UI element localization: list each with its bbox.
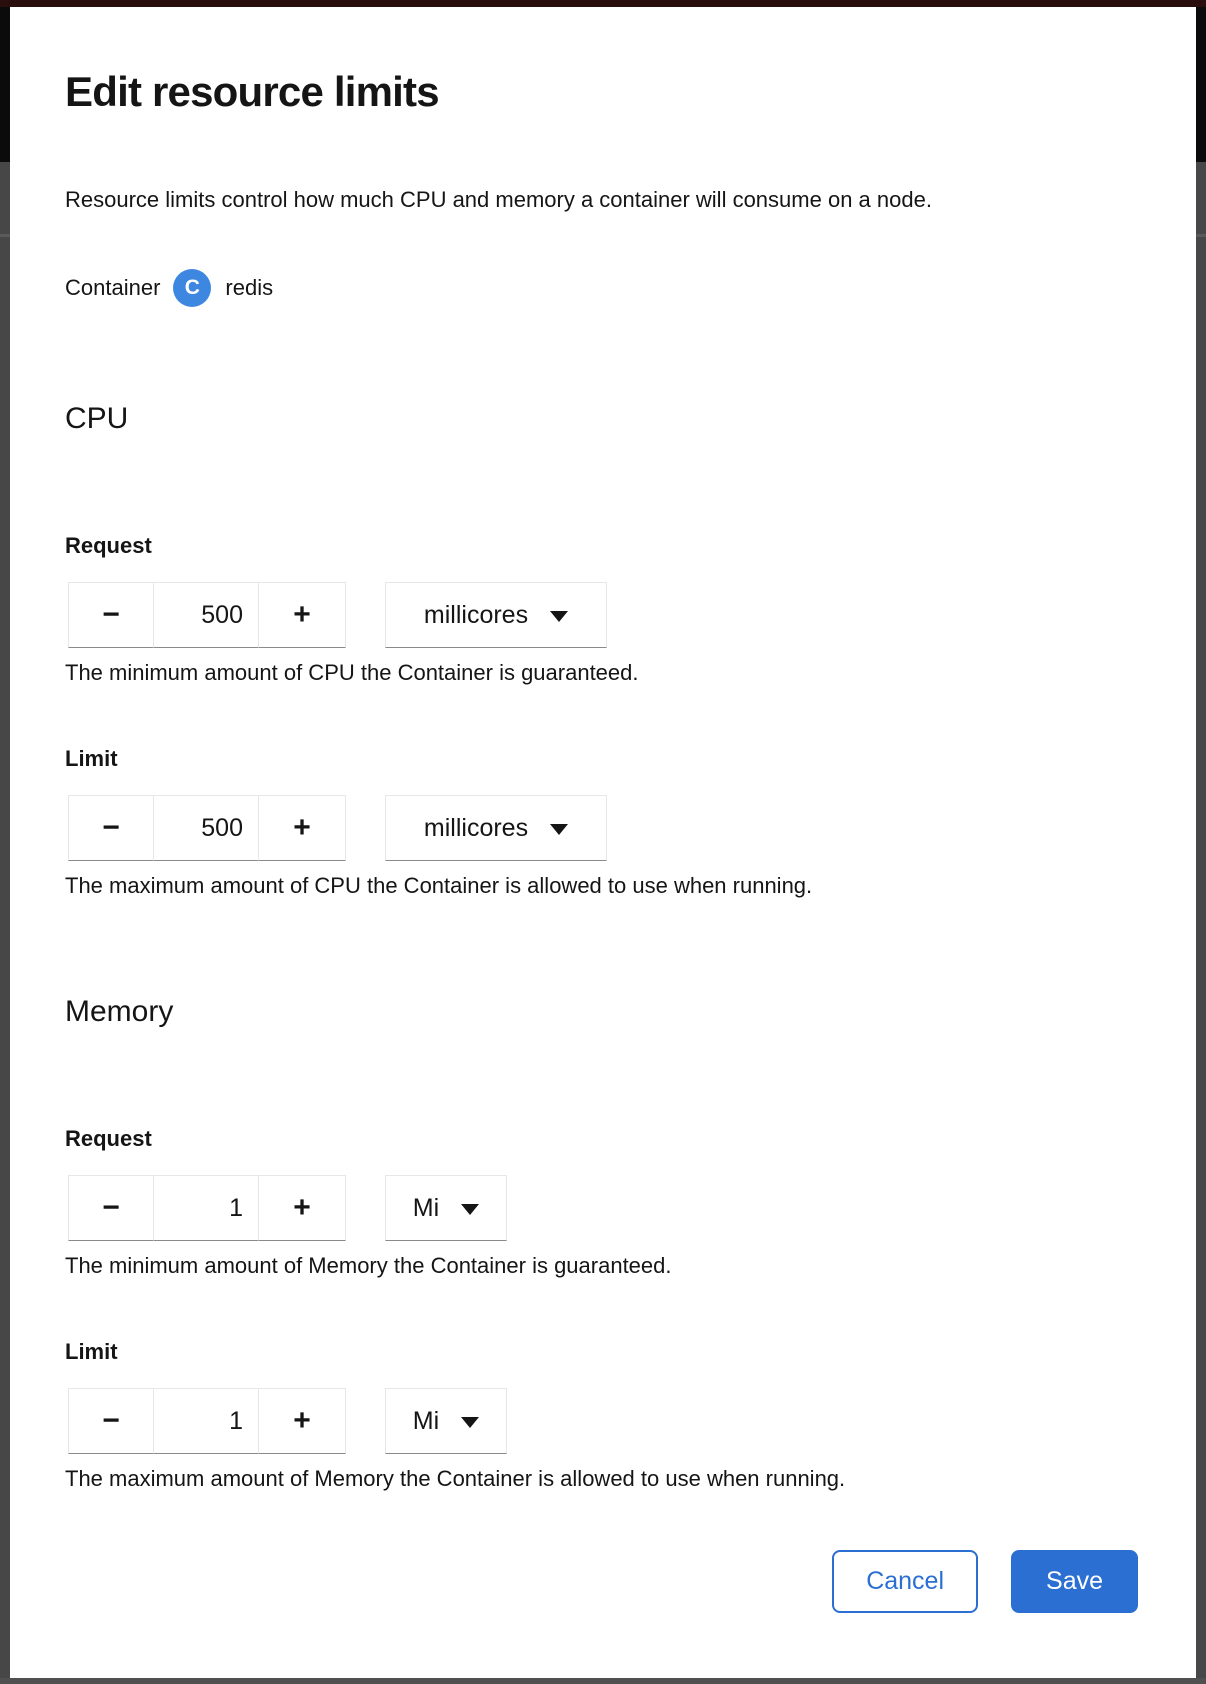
- plus-icon: +: [293, 1191, 311, 1224]
- memory-limit-unit-value: Mi: [412, 1406, 440, 1435]
- minus-icon: −: [102, 598, 120, 631]
- section-heading-cpu: CPU: [65, 402, 129, 435]
- container-badge-icon: [173, 269, 211, 307]
- caret-down-icon: [550, 611, 568, 622]
- caret-down-icon: [550, 824, 568, 835]
- memory-request-number-input-group: [68, 1175, 346, 1241]
- section-heading-memory: Memory: [65, 995, 174, 1028]
- dimmed-page-left-edge: [0, 0, 10, 1684]
- plus-icon: +: [293, 1404, 311, 1437]
- memory-request-label: Request: [65, 1126, 152, 1151]
- memory-request-value-input[interactable]: [153, 1175, 259, 1241]
- cpu-limit-helper-text: The maximum amount of CPU the Container is allowed to use when running.: [65, 873, 813, 898]
- sidebar-divider: [0, 234, 10, 237]
- minus-icon: −: [102, 1191, 120, 1224]
- cpu-request-row: [65, 582, 1138, 648]
- cpu-request-unit-value: millicores: [423, 600, 529, 629]
- minus-icon: −: [102, 811, 120, 844]
- cpu-limit-unit-value: millicores: [423, 813, 529, 842]
- memory-limit-number-input-group: [68, 1388, 346, 1454]
- modal-description: Resource limits control how much CPU and memory a container will consume on a node.: [65, 187, 932, 212]
- dimmed-page-top-right: [1196, 0, 1206, 162]
- memory-limit-field: [65, 1338, 1138, 1494]
- cpu-limit-increment-button[interactable]: [258, 795, 346, 861]
- cpu-request-helper-text: The minimum amount of CPU the Container is guaranteed.: [65, 660, 639, 685]
- memory-limit-value-input[interactable]: [153, 1388, 259, 1454]
- cpu-limit-label: Limit: [65, 746, 118, 771]
- cancel-button[interactable]: Cancel: [832, 1550, 978, 1613]
- cpu-limit-field: [65, 745, 1138, 901]
- memory-request-unit-value: Mi: [412, 1193, 440, 1222]
- cpu-limit-number-input-group: [68, 795, 346, 861]
- plus-icon: +: [293, 598, 311, 631]
- container-name: redis: [225, 275, 274, 300]
- container-badge-letter: C: [184, 276, 200, 299]
- page-divider: [1196, 234, 1206, 237]
- memory-request-row: [65, 1175, 1138, 1241]
- cpu-request-label: Request: [65, 533, 152, 558]
- cpu-request-increment-button[interactable]: [258, 582, 346, 648]
- cpu-request-decrement-button[interactable]: [68, 582, 154, 648]
- memory-request-helper-text: The minimum amount of Memory the Container is guaranteed.: [65, 1253, 672, 1278]
- dimmed-page-bottom-edge: [0, 1678, 1206, 1684]
- dimmed-page-right-edge: [1196, 0, 1206, 1684]
- cpu-limit-unit-select[interactable]: [385, 795, 607, 861]
- plus-icon: +: [293, 811, 311, 844]
- container-row: [65, 268, 1138, 308]
- minus-icon: −: [102, 1404, 120, 1437]
- memory-limit-increment-button[interactable]: [258, 1388, 346, 1454]
- memory-request-unit-select[interactable]: [385, 1175, 507, 1241]
- cpu-request-number-input-group: [68, 582, 346, 648]
- memory-limit-row: [65, 1388, 1138, 1454]
- modal-footer: [65, 1550, 1138, 1613]
- caret-down-icon: [461, 1204, 479, 1215]
- memory-limit-label: Limit: [65, 1339, 118, 1364]
- memory-request-field: [65, 1125, 1138, 1281]
- memory-request-decrement-button[interactable]: [68, 1175, 154, 1241]
- cpu-request-field: [65, 532, 1138, 688]
- cpu-limit-row: [65, 795, 1138, 861]
- cpu-limit-decrement-button[interactable]: [68, 795, 154, 861]
- modal-title: Edit resource limits: [65, 68, 439, 115]
- caret-down-icon: [461, 1417, 479, 1428]
- cpu-request-value-input[interactable]: [153, 582, 259, 648]
- memory-request-increment-button[interactable]: [258, 1175, 346, 1241]
- memory-limit-decrement-button[interactable]: [68, 1388, 154, 1454]
- memory-limit-helper-text: The maximum amount of Memory the Container is allowed to use when running.: [65, 1466, 846, 1491]
- cpu-request-unit-select[interactable]: [385, 582, 607, 648]
- dimmed-sidebar-top: [0, 0, 10, 162]
- dimmed-masthead: [0, 0, 1206, 7]
- edit-resource-limits-modal: [10, 7, 1196, 1678]
- memory-limit-unit-select[interactable]: [385, 1388, 507, 1454]
- cpu-limit-value-input[interactable]: [153, 795, 259, 861]
- save-button[interactable]: Save: [1011, 1550, 1138, 1613]
- container-label: Container: [65, 275, 161, 300]
